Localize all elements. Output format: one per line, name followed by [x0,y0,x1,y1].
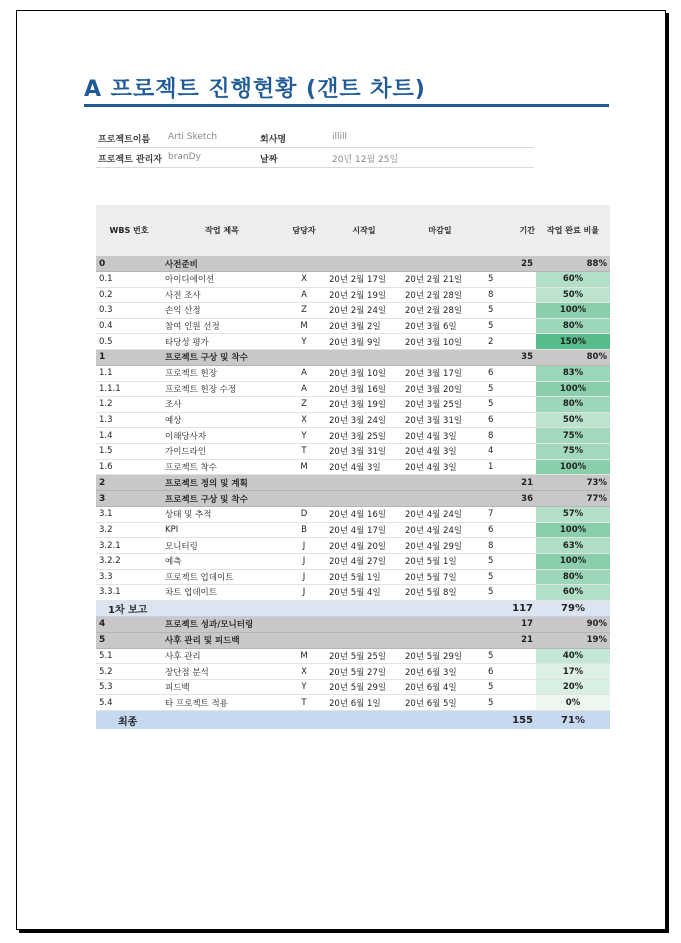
header-start: 시작일 [326,205,402,256]
task-cell: 가이드라인 [162,443,282,459]
final-progress: 71% [536,711,610,730]
spacer-cell [282,711,478,730]
start-cell: 20년 2월 19일 [326,287,402,303]
section-row [96,349,610,365]
owner-cell: X [282,272,326,288]
end-cell: 20년 3월 25일 [402,397,478,413]
wbs-cell: 0.3 [96,303,162,319]
end-cell: 20년 4월 3일 [402,428,478,444]
progress-cell: 20% [536,679,610,695]
task-row [96,664,610,680]
task-cell: 이해당사자 [162,428,282,444]
days-cell: 2 [478,334,536,350]
section-title-cell: 프로젝트 정의 및 계획 [162,475,478,491]
start-cell: 20년 5월 27일 [326,664,402,680]
start-cell: 20년 3월 2일 [326,318,402,334]
section-days-cell: 36 [478,491,536,507]
date-label: 날짜 [260,155,278,165]
section-days-cell: 21 [478,632,536,648]
header-end: 마감일 [402,205,478,256]
start-cell: 20년 4월 16일 [326,507,402,523]
owner-cell: A [282,381,326,397]
section-title-cell: 사후 관리 및 피드백 [162,632,478,648]
progress-cell: 50% [536,412,610,428]
progress-cell: 100% [536,303,610,319]
gantt-table [96,205,610,729]
milestone-row [96,600,610,616]
end-cell: 20년 3월 10일 [402,334,478,350]
wbs-cell: 0.2 [96,287,162,303]
start-cell: 20년 4월 3일 [326,459,402,475]
section-title-cell: 프로젝트 성과/모니터링 [162,616,478,632]
task-cell: 사전 조사 [162,287,282,303]
wbs-cell: 1.6 [96,459,162,475]
owner-cell: Y [282,428,326,444]
task-row [96,648,610,664]
end-cell: 20년 4월 3일 [402,459,478,475]
owner-cell: Y [282,679,326,695]
progress-cell: 100% [536,459,610,475]
task-rows [96,256,610,729]
progress-cell: 80% [536,318,610,334]
days-cell: 5 [478,553,536,569]
wbs-cell: 1.1 [96,365,162,381]
progress-cell: 63% [536,538,610,554]
task-cell: 타당성 평가 [162,334,282,350]
owner-cell: J [282,553,326,569]
end-cell: 20년 6월 3일 [402,664,478,680]
section-days-cell: 25 [478,256,536,272]
days-cell: 5 [478,303,536,319]
task-cell: 프로젝트 업데이트 [162,569,282,585]
task-cell: KPI [162,522,282,538]
owner-cell: M [282,318,326,334]
task-cell: 예측 [162,553,282,569]
start-cell: 20년 3월 16일 [326,381,402,397]
owner-cell: A [282,365,326,381]
wbs-cell: 0.1 [96,272,162,288]
end-cell: 20년 5월 29일 [402,648,478,664]
task-row [96,507,610,523]
spacer-cell [282,600,478,616]
progress-cell: 80% [536,569,610,585]
owner-cell: M [282,459,326,475]
end-cell: 20년 4월 29일 [402,538,478,554]
owner-cell: Z [282,303,326,319]
owner-cell: T [282,695,326,711]
wbs-cell: 3.3.1 [96,585,162,601]
wbs-cell: 1.4 [96,428,162,444]
company-value: illill [332,132,348,142]
days-cell: 8 [478,287,536,303]
task-cell: 상태 및 추적 [162,507,282,523]
section-title-cell: 프로젝트 구상 및 착수 [162,349,478,365]
owner-cell: B [282,522,326,538]
progress-cell: 100% [536,553,610,569]
task-cell: 예상 [162,412,282,428]
progress-cell: 75% [536,443,610,459]
end-cell: 20년 5월 1일 [402,553,478,569]
header-days: 기간 [478,205,536,256]
owner-cell: Y [282,334,326,350]
task-cell: 손익 산정 [162,303,282,319]
task-cell: 프로젝트 헌장 수정 [162,381,282,397]
start-cell: 20년 2월 24일 [326,303,402,319]
start-cell: 20년 5월 25일 [326,648,402,664]
section-progress-cell: 88% [536,256,610,272]
task-row [96,428,610,444]
project-info [96,128,534,168]
start-cell: 20년 5월 1일 [326,569,402,585]
task-row [96,381,610,397]
final-days: 155 [478,711,536,730]
progress-cell: 60% [536,272,610,288]
task-cell: 아이디에이션 [162,272,282,288]
days-cell: 6 [478,412,536,428]
end-cell: 20년 2월 21일 [402,272,478,288]
days-cell: 7 [478,507,536,523]
owner-cell: Z [282,397,326,413]
end-cell: 20년 4월 24일 [402,507,478,523]
wbs-cell: 3.2 [96,522,162,538]
task-row [96,522,610,538]
owner-cell: J [282,569,326,585]
task-row [96,334,610,350]
days-cell: 5 [478,318,536,334]
task-row [96,412,610,428]
days-cell: 5 [478,272,536,288]
owner-cell: A [282,287,326,303]
days-cell: 5 [478,381,536,397]
section-wbs-cell: 4 [96,616,162,632]
task-row [96,679,610,695]
task-cell: 조사 [162,397,282,413]
section-wbs-cell: 3 [96,491,162,507]
start-cell: 20년 2월 17일 [326,272,402,288]
wbs-cell: 5.4 [96,695,162,711]
task-cell: 피드백 [162,679,282,695]
days-cell: 8 [478,428,536,444]
task-row [96,569,610,585]
progress-cell: 40% [536,648,610,664]
task-cell: 참여 인원 선정 [162,318,282,334]
project-name-label: 프로젝트이름 [98,135,151,145]
days-cell: 5 [478,585,536,601]
section-title-cell: 사전준비 [162,256,478,272]
end-cell: 20년 3월 20일 [402,381,478,397]
end-cell: 20년 4월 24일 [402,522,478,538]
section-row [96,632,610,648]
wbs-cell: 5.2 [96,664,162,680]
section-progress-cell: 77% [536,491,610,507]
manager-value: branDy [168,152,201,162]
section-row [96,616,610,632]
wbs-cell: 0.5 [96,334,162,350]
progress-cell: 75% [536,428,610,444]
end-cell: 20년 3월 6일 [402,318,478,334]
progress-cell: 100% [536,381,610,397]
wbs-cell: 3.2.1 [96,538,162,554]
task-cell: 사후 관리 [162,648,282,664]
days-cell: 6 [478,664,536,680]
start-cell: 20년 6월 1일 [326,695,402,711]
final-label: 최종 [96,711,282,730]
task-row [96,365,610,381]
wbs-cell: 5.3 [96,679,162,695]
owner-cell: J [282,538,326,554]
section-wbs-cell: 0 [96,256,162,272]
manager-label: 프로젝트 관리자 [98,155,162,165]
date-value: 20년 12월 25일 [332,155,399,165]
task-row [96,585,610,601]
end-cell: 20년 3월 31일 [402,412,478,428]
progress-cell: 57% [536,507,610,523]
section-wbs-cell: 1 [96,349,162,365]
task-row [96,695,610,711]
task-row [96,303,610,319]
task-cell: 프로젝트 착수 [162,459,282,475]
title-underline [84,104,609,107]
days-cell: 5 [478,569,536,585]
task-cell: 장단점 분석 [162,664,282,680]
wbs-cell: 0.4 [96,318,162,334]
days-cell: 5 [478,695,536,711]
info-row-manager [96,148,534,168]
wbs-cell: 3.1 [96,507,162,523]
section-wbs-cell: 2 [96,475,162,491]
task-cell: 타 프로젝트 적용 [162,695,282,711]
header-task: 작업 제목 [162,205,282,256]
progress-cell: 60% [536,585,610,601]
end-cell: 20년 5월 8일 [402,585,478,601]
section-row [96,475,610,491]
task-cell: 차트 업데이트 [162,585,282,601]
wbs-cell: 3.3 [96,569,162,585]
company-label: 회사명 [260,135,287,145]
days-cell: 4 [478,443,536,459]
days-cell: 5 [478,679,536,695]
project-name-value: Arti Sketch [168,132,218,142]
start-cell: 20년 3월 10일 [326,365,402,381]
wbs-cell: 5.1 [96,648,162,664]
wbs-cell: 3.2.2 [96,553,162,569]
wbs-cell: 1.3 [96,412,162,428]
end-cell: 20년 2월 28일 [402,287,478,303]
progress-cell: 50% [536,287,610,303]
header-owner: 담당자 [282,205,326,256]
end-cell: 20년 6월 5일 [402,695,478,711]
end-cell: 20년 2월 28일 [402,303,478,319]
owner-cell: J [282,585,326,601]
task-cell: 프로젝트 헌장 [162,365,282,381]
owner-cell: X [282,664,326,680]
start-cell: 20년 3월 31일 [326,443,402,459]
end-cell: 20년 6월 4일 [402,679,478,695]
task-row [96,459,610,475]
section-progress-cell: 73% [536,475,610,491]
start-cell: 20년 3월 25일 [326,428,402,444]
days-cell: 1 [478,459,536,475]
task-row [96,318,610,334]
progress-cell: 17% [536,664,610,680]
section-progress-cell: 80% [536,349,610,365]
wbs-cell: 1.2 [96,397,162,413]
owner-cell: X [282,412,326,428]
info-row-project [96,128,534,148]
final-total-row [96,711,610,730]
task-row [96,397,610,413]
wbs-cell: 1.5 [96,443,162,459]
owner-cell: T [282,443,326,459]
section-progress-cell: 19% [536,632,610,648]
progress-cell: 150% [536,334,610,350]
start-cell: 20년 5월 4일 [326,585,402,601]
task-cell: 모니터링 [162,538,282,554]
header-pct: 작업 완료 비율 [536,205,610,256]
progress-cell: 100% [536,522,610,538]
section-days-cell: 21 [478,475,536,491]
end-cell: 20년 5월 7일 [402,569,478,585]
progress-cell: 83% [536,365,610,381]
milestone-progress: 79% [536,600,610,616]
task-row [96,272,610,288]
task-row [96,538,610,554]
end-cell: 20년 3월 17일 [402,365,478,381]
owner-cell: M [282,648,326,664]
header-wbs: WBS 번호 [96,205,162,256]
header-row [96,205,610,256]
days-cell: 5 [478,397,536,413]
section-wbs-cell: 5 [96,632,162,648]
days-cell: 8 [478,538,536,554]
section-days-cell: 17 [478,616,536,632]
end-cell: 20년 4월 3일 [402,443,478,459]
task-row [96,553,610,569]
task-row [96,443,610,459]
section-row [96,491,610,507]
page-title: A 프로젝트 진행현황 (갠트 차트) [84,77,426,102]
start-cell: 20년 3월 24일 [326,412,402,428]
owner-cell: D [282,507,326,523]
days-cell: 5 [478,648,536,664]
milestone-days: 117 [478,600,536,616]
start-cell: 20년 3월 9일 [326,334,402,350]
section-progress-cell: 90% [536,616,610,632]
days-cell: 6 [478,522,536,538]
section-row [96,256,610,272]
days-cell: 6 [478,365,536,381]
section-days-cell: 35 [478,349,536,365]
start-cell: 20년 4월 27일 [326,553,402,569]
progress-cell: 80% [536,397,610,413]
wbs-cell: 1.1.1 [96,381,162,397]
task-row [96,287,610,303]
section-title-cell: 프로젝트 구상 및 착수 [162,491,478,507]
start-cell: 20년 3월 19일 [326,397,402,413]
start-cell: 20년 4월 20일 [326,538,402,554]
start-cell: 20년 5월 29일 [326,679,402,695]
start-cell: 20년 4월 17일 [326,522,402,538]
milestone-label: 1차 보고 [96,600,282,616]
progress-cell: 0% [536,695,610,711]
